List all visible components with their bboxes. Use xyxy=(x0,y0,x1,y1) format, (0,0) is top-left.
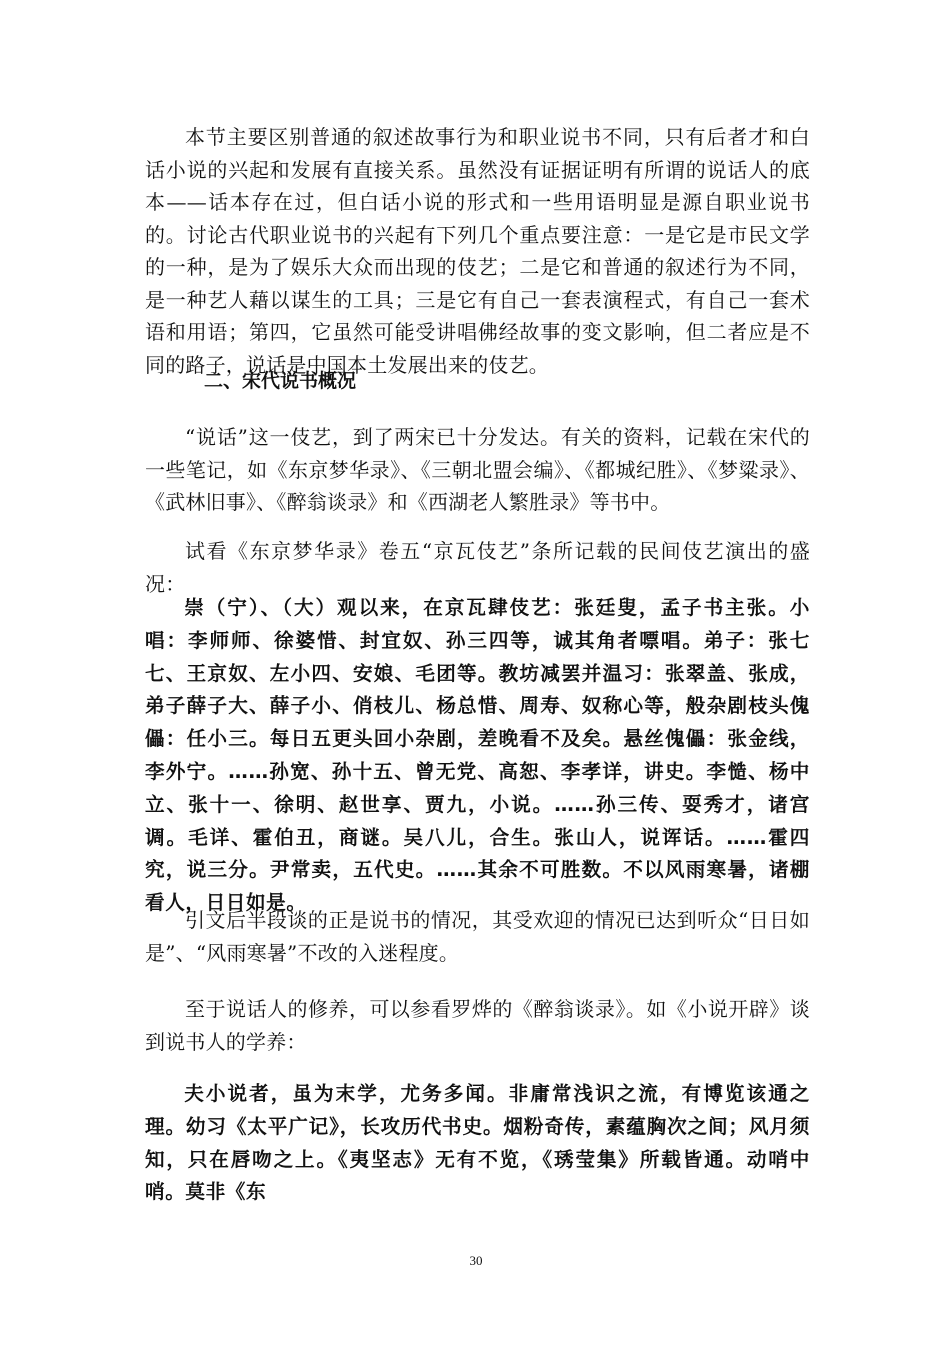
section-heading: 二、宋代说书概况 xyxy=(204,370,357,392)
quote-dongjing-menghua-lu: 崇（宁）、（大）观以来，在京瓦肆伎艺：张廷叟，孟子书主张。小唱：李师师、徐婆惜、封宜奴、孙三四等，诚其角者嘌唱。弟子：张七七、王京奴、左小四、安娘、毛团等。教坊减罢并温习：张翠盖、张成，弟子薛子大、薛子小、俏枝儿、杨总惜、周寿、奴称心等，般杂剧枝头傀儡：任小三。每日五更头回小杂剧，差晚看不及矣。悬丝傀儡：张金线，李外宁。……孙宽、孙十五、曾无党、高恕、李孝详，讲史。李慥、杨中立、张十一、徐明、赵世享、贾九，小说。……孙三传、耍秀才，诸宫调。毛详、霍伯丑，商谜。吴八儿，合生。张山人，说诨话。……霍四究，说三分。尹常卖，五代史。……其余不可胜数。不以风雨寒暑，诸棚看人，日日如是。 xyxy=(145,596,810,915)
paragraph-storyteller-cultivation: 至于说话人的修养，可以参看罗烨的《醉翁谈录》。如《小说开辟》谈到说书人的学养： xyxy=(145,997,810,1054)
paragraph-overview: “说话”这一伎艺，到了两宋已十分发达。有关的资料，记载在宋代的一些笔记，如《东京梦华录》、《三朝北盟会编》、《都城纪胜》、《梦粱录》、《武林旧事》、《醉翁谈录》和《西湖老人繁胜录》等书中。 xyxy=(145,425,810,514)
page-number: 30 xyxy=(469,1253,483,1268)
paragraph-intro: 本节主要区别普通的叙述故事行为和职业说书不同，只有后者才和白话小说的兴起和发展有直接关系。虽然没有证据证明有所谓的说话人的底本——话本存在过，但白话小说的形式和一些用语明显是源自职业说书的。讨论古代职业说书的兴起有下列几个重点要注意：一是它是市民文学的一种，是为了娱乐大众而出现的伎艺；二是它和普通的叙述行为不同，是一种艺人藉以谋生的工具；三是它有自己一套表演程式，有自己一套术语和用语；第四，它虽然可能受讲唱佛经故事的变文影响，但二者应是不同的路子，说话是中国本土发展出来的伎艺。 xyxy=(145,125,810,377)
paragraph-commentary: 引文后半段谈的正是说书的情况，其受欢迎的情况已达到听众“日日如是”、“风雨寒暑”不改的入迷程度。 xyxy=(145,908,810,965)
paragraph-example-intro: 试看《东京梦华录》卷五“京瓦伎艺”条所记载的民间伎艺演出的盛况： xyxy=(145,539,810,596)
quote-zuiweng-tanlu: 夫小说者，虽为末学，尤务多闻。非庸常浅识之流，有博览该通之理。幼习《太平广记》，长攻历代书史。烟粉奇传，素蕴胸次之间；风月须知，只在唇吻之上。《夷坚志》无有不览，《琇莹集》所载皆通。动哨中哨。莫非《东 xyxy=(145,1082,810,1204)
